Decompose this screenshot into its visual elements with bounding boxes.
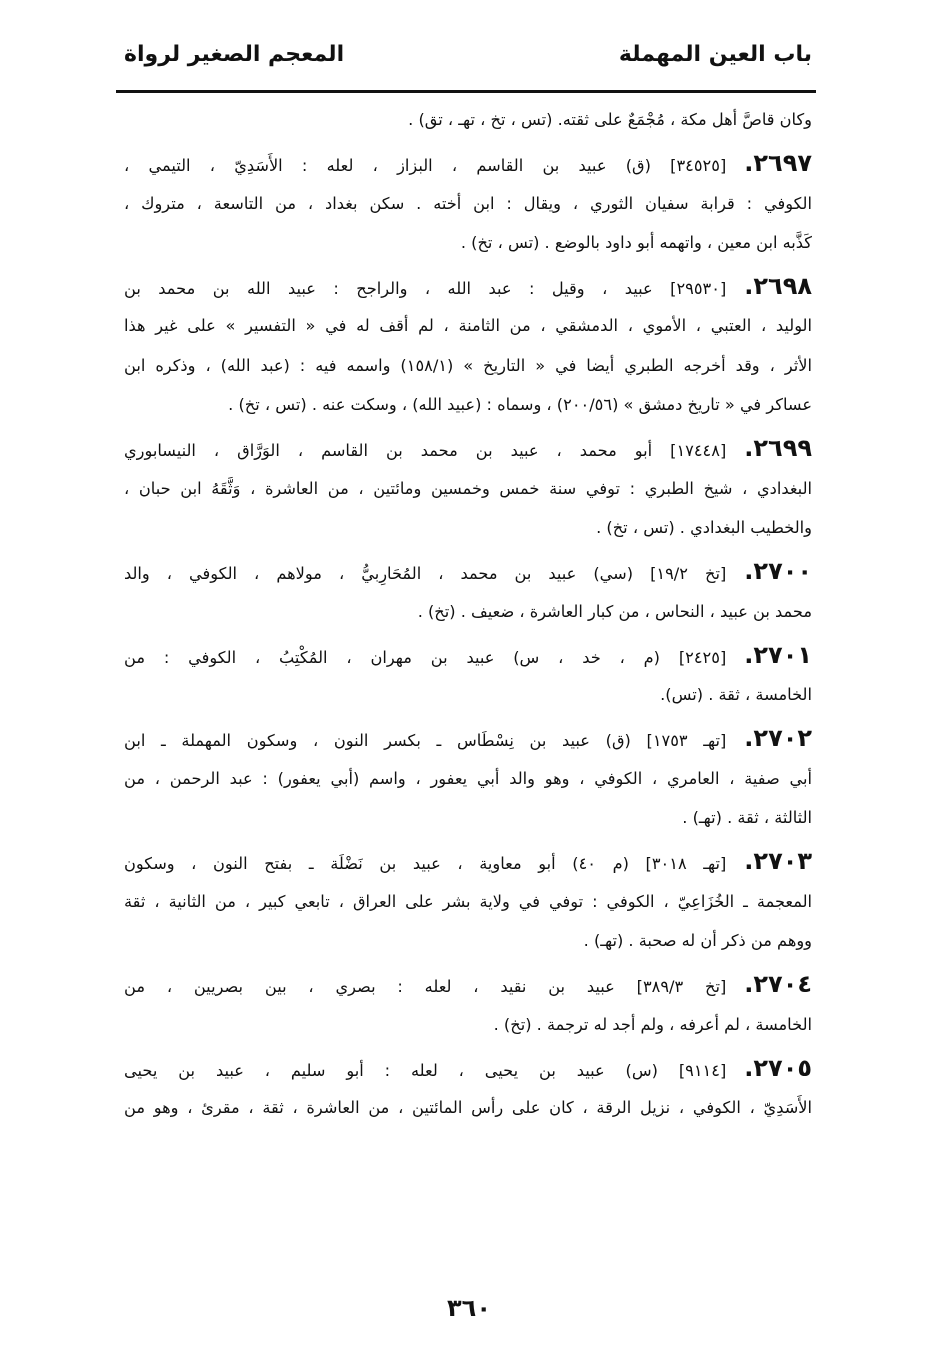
entry-line	[124, 965, 812, 1004]
entry-line: الخامسة ، لم أعرفه ، ولم أجد له ترجمة . (تخ) .	[493, 1014, 812, 1034]
entry-number: ٢٧٠١.	[744, 640, 812, 669]
entry-line: الأثر ، وقد أخرجه الطبري أيضا في « التاريخ » (١٥٨/١) واسمه فيه : (عبد الله) ، وذكره ابن	[124, 355, 812, 375]
intro-line: وكان قاصَّ أهل مكة ، مُجْمَعٌ على ثقته. (تس ، تخ ، تهـ ، تق) .	[408, 110, 812, 129]
entry-2699	[124, 429, 812, 547]
entry-line: الأَسَدِيّ ، الكوفي ، نزيل الرقة ، كان على رأس المائتين ، من العاشرة ، ثقة ، مقرئ ، وهو من	[124, 1098, 812, 1118]
entry-2697	[124, 144, 812, 262]
entry-number: ٢٦٩٨.	[744, 272, 812, 301]
entry-2702	[124, 719, 812, 837]
book-title: المعجم الصغير لرواة	[124, 42, 345, 67]
entry-line: الثالثة ، ثقة . (تهـ) .	[682, 808, 812, 828]
entry-text: [تهـ ١٧٥٣] (ق) عبيد بن نِسْطَاس ـ بكسر النون ، وسكون المهملة ـ ابن	[124, 731, 727, 751]
entry-number: ٢٧٠٥.	[744, 1053, 812, 1082]
entry-line: المعجمة ـ الخُزَاعِيّ ، الكوفي : توفي في ولاية بشر على العراق ، تابعي كبير ، من الثانية ، ثقة	[124, 891, 812, 911]
entry-text: [٣٤٥٢٥] (ق) عبيد بن القاسم ، البزاز ، لعله : الأَسَدِيّ ، التيمي ،	[124, 156, 727, 176]
entry-text: [تخ ١٩/٢] (سي) عبيد بن محمد ، المُحَارِبيُّ ، مولاهم ، الكوفي ، والد	[124, 564, 727, 584]
entry-line	[124, 267, 812, 306]
entry-number: ٢٧٠٤.	[744, 970, 812, 999]
entry-line: عساكر في « تاريخ دمشق » (٢٠٠/٥٦) ، وسماه : (عبيد الله) ، وسكت عنه . (تس ، تخ) .	[228, 395, 812, 415]
entry-text: [٩١١٤] (س) عبيد بن يحيى ، لعله : أبو سليم ، عبيد بن يحيى	[124, 1060, 727, 1080]
page-number: ٣٦٠	[447, 1294, 491, 1322]
entry-line	[124, 719, 812, 758]
entry-text: [تخ ٣٨٩/٣] عبيد بن نقيد ، لعله : بصري ، بين بصريين ، من	[124, 977, 727, 997]
entry-line: الكوفي : قرابة سفيان الثوري ، ويقال : ابن أخته . سكن بغداد ، من التاسعة ، متروك ،	[124, 193, 812, 213]
entry-2704	[124, 965, 812, 1044]
entry-line: أبي صفية ، العامري ، الكوفي ، وهو والد أبي يعفور ، واسم (أبي يعفور) : عبد الرحمن ، من	[124, 768, 812, 788]
entry-2700	[124, 552, 812, 631]
entry-2705	[124, 1049, 812, 1128]
entry-line	[124, 429, 812, 468]
entry-number: ٢٦٩٩.	[744, 434, 812, 463]
entry-line	[124, 636, 812, 675]
entry-2698	[124, 267, 812, 424]
running-header	[116, 40, 812, 90]
entry-number: ٢٧٠٢.	[744, 724, 812, 753]
header-rule	[116, 90, 816, 93]
entry-line	[124, 552, 812, 591]
entry-2703	[124, 842, 812, 960]
entry-line	[124, 1049, 812, 1088]
entry-line: البغدادي ، شيخ الطبري : توفي سنة خمس وخمسين ومائتين ، من العاشرة ، وَثَّقَهُ ابن حبان ،	[124, 478, 812, 498]
entry-2701	[124, 636, 812, 715]
entry-line: كَذَّبه ابن معين ، واتهمه أبو داود بالوضع . (تس ، تخ) .	[460, 232, 812, 252]
entry-line	[124, 842, 812, 881]
entry-line: الخامسة ، ثقة . (تس).	[660, 685, 812, 705]
section-title: باب العين المهملة	[618, 42, 812, 67]
entry-line	[124, 144, 812, 183]
entry-line: الوليد ، العتبي ، الأموي ، الدمشقي ، من الثامنة ، لم أقف له في « التفسير » على غير هذا	[124, 316, 812, 336]
entry-number: ٢٧٠٠.	[744, 557, 812, 586]
entry-text: [٢٩٥٣٠] عبيد ، وقيل : عبد الله ، والراجح : عبيد الله بن محمد بن	[124, 279, 727, 299]
entry-text: [١٧٤٤٨] أبو محمد ، عبيد بن محمد بن القاسم ، الوَرَّاق ، النيسابوري	[124, 441, 727, 461]
entry-line: محمد بن عبيد ، النحاس ، من كبار العاشرة ، ضعيف . (تخ) .	[417, 601, 812, 621]
entry-line: والخطيب البغدادي . (تس ، تخ) .	[596, 517, 812, 537]
entry-text: [٢٤٢٥] (م ، خد ، س) عبيد بن مهران ، المُكْتِبُ ، الكوفي : من	[124, 647, 727, 667]
entries-body	[124, 100, 812, 1127]
entry-number: ٢٦٩٧.	[744, 149, 812, 178]
entry-line: ووهم من ذكر أن له صحبة . (تهـ) .	[583, 930, 812, 950]
entry-number: ٢٧٠٣.	[744, 847, 812, 876]
entry-text: [تهـ ٣٠١٨] (م ٤٠) أبو معاوية ، عبيد بن نَضْلَة ـ بفتح النون ، وسكون	[124, 854, 727, 874]
